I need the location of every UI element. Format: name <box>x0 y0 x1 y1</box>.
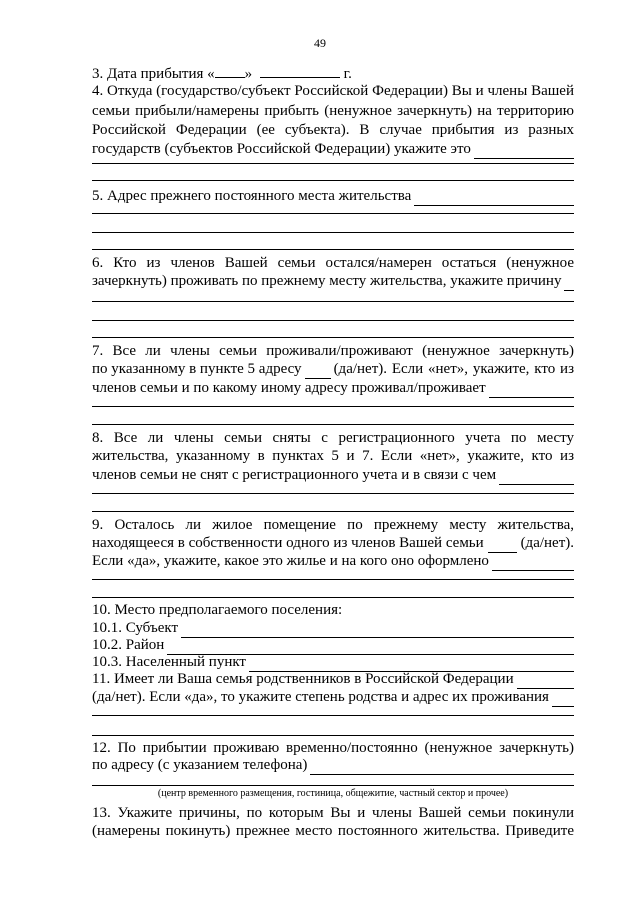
q9-line-1: 9. Осталось ли жилое помещение по прежнему месту жительства, <box>92 517 574 533</box>
page-number: 49 <box>314 36 326 50</box>
q8-line-3 <box>92 465 574 485</box>
q11-line-2 <box>92 687 574 707</box>
q10-3-label: 10.3. Населенный пункт <box>92 654 246 670</box>
q7-yes-no-blank[interactable] <box>305 364 331 379</box>
q3-quote-close: » <box>244 66 253 82</box>
q3-arrival-date <box>92 63 574 83</box>
q3-year-suffix: г. <box>343 66 352 82</box>
q9-answer-line[interactable] <box>92 579 574 580</box>
q9-line-2-text-b: (да/нет). <box>520 535 574 551</box>
q4-line-2: семьи прибыли/намерены прибыть (ненужное зачеркнуть) на территорию <box>92 103 574 119</box>
q6-answer-line[interactable] <box>92 337 574 338</box>
q9-line-3 <box>92 551 574 571</box>
q6-line-1: 6. Кто из членов Вашей семьи остался/намерен остаться (ненужное <box>92 255 574 271</box>
q11-answer-blank[interactable] <box>552 692 574 707</box>
q6-line-2 <box>92 271 574 291</box>
q5-label: 5. Адрес прежнего постоянного места жительства <box>92 188 412 204</box>
q11-line-1-text: 11. Имеет ли Ваша семья родственников в Российской Федерации <box>92 671 514 687</box>
q3-month-blank[interactable] <box>260 63 340 78</box>
q12-hint-note: (центр временного размещения, гостиница, общежитие, частный сектор и прочее) <box>157 788 509 799</box>
q4-line-1: 4. Откуда (государство/субъект Российской Федерации) Вы и члены Вашей <box>92 83 574 99</box>
q12-answer-line[interactable] <box>92 785 574 786</box>
q7-line-3 <box>92 378 574 398</box>
q5-line-1 <box>92 186 574 206</box>
q8-answer-line[interactable] <box>92 493 574 494</box>
q5-answer-line[interactable] <box>92 249 574 250</box>
q6-answer-line[interactable] <box>92 301 574 302</box>
q11-answer-line[interactable] <box>92 735 574 736</box>
q8-line-1: 8. Все ли члены семьи сняты с регистрационного учета по месту <box>92 430 574 446</box>
q8-answer-line[interactable] <box>92 511 574 512</box>
q9-line-3-text: Если «да», укажите, какое это жилье и на кого оно оформлено <box>92 553 489 569</box>
q12-line-2-text: по адресу (с указанием телефона) <box>92 757 308 773</box>
q5-answer-line[interactable] <box>92 213 574 214</box>
q10-1-label: 10.1. Субъект <box>92 620 179 636</box>
q4-answer-blank[interactable] <box>474 144 574 159</box>
q8-answer-blank[interactable] <box>499 470 574 485</box>
q9-answer-line[interactable] <box>92 597 574 598</box>
q3-day-blank[interactable] <box>215 63 245 78</box>
q11-line-2-text: (да/нет). Если «да», то укажите степень родства и адрес их проживания <box>92 689 549 705</box>
q3-label: 3. Дата прибытия « <box>92 66 215 82</box>
q7-answer-blank[interactable] <box>489 383 574 398</box>
q4-line-3: Российской Федерации (ее субъекта). В случае прибытия из разных <box>92 122 574 138</box>
q11-line-1 <box>92 669 574 689</box>
q5-answer-blank[interactable] <box>414 191 574 206</box>
q9-line-2 <box>92 533 574 553</box>
q12-address-blank[interactable] <box>310 760 574 775</box>
q8-line-3-text: членов семьи не снят с регистрационного учета и в связи с чем <box>92 467 497 483</box>
q5-answer-line[interactable] <box>92 232 574 233</box>
q4-answer-line[interactable] <box>92 180 574 181</box>
q12-line-1: 12. По прибытии проживаю временно/постоянно (ненужное зачеркнуть) <box>92 740 574 756</box>
q4-answer-line[interactable] <box>92 163 574 164</box>
q7-line-2-text-b: (да/нет). Если «нет», укажите, кто из <box>333 361 574 377</box>
q7-line-3-text: членов семьи и по какому иному адресу проживал/проживает <box>92 380 486 396</box>
q6-answer-line[interactable] <box>92 320 574 321</box>
q6-line-2-text: зачеркнуть) проживать по прежнему месту жительства, укажите причину <box>92 273 562 289</box>
q7-answer-line[interactable] <box>92 406 574 407</box>
q4-line-4-text: государств (субъектов Российской Федерации) укажите это <box>92 141 471 157</box>
q4-line-4 <box>92 139 574 159</box>
q7-line-1: 7. Все ли члены семьи проживали/проживают (ненужное зачеркнуть) <box>92 343 574 359</box>
q7-line-2 <box>92 359 574 379</box>
q9-answer-blank[interactable] <box>492 556 574 571</box>
q12-line-2 <box>92 755 574 775</box>
q6-answer-blank[interactable] <box>564 276 574 291</box>
q8-line-2: жительства, указанному в пунктах 5 и 7. Если «нет», укажите, кто из <box>92 448 574 464</box>
q9-line-2-text-a: находящееся в собственности одного из членов Вашей семьи <box>92 535 484 551</box>
q10-2-label: 10.2. Район <box>92 637 165 653</box>
q7-answer-line[interactable] <box>92 424 574 425</box>
q10-heading: 10. Место предполагаемого поселения: <box>92 602 343 618</box>
q11-answer-line[interactable] <box>92 715 574 716</box>
q7-line-2-text-a: по указанному в пункте 5 адресу <box>92 361 302 377</box>
q13-line-2: (намерены покинуть) прежнее место постоянного жительства. Приведите <box>92 823 574 839</box>
q13-line-1: 13. Укажите причины, по которым Вы и члены Вашей семьи покинули <box>92 805 574 821</box>
